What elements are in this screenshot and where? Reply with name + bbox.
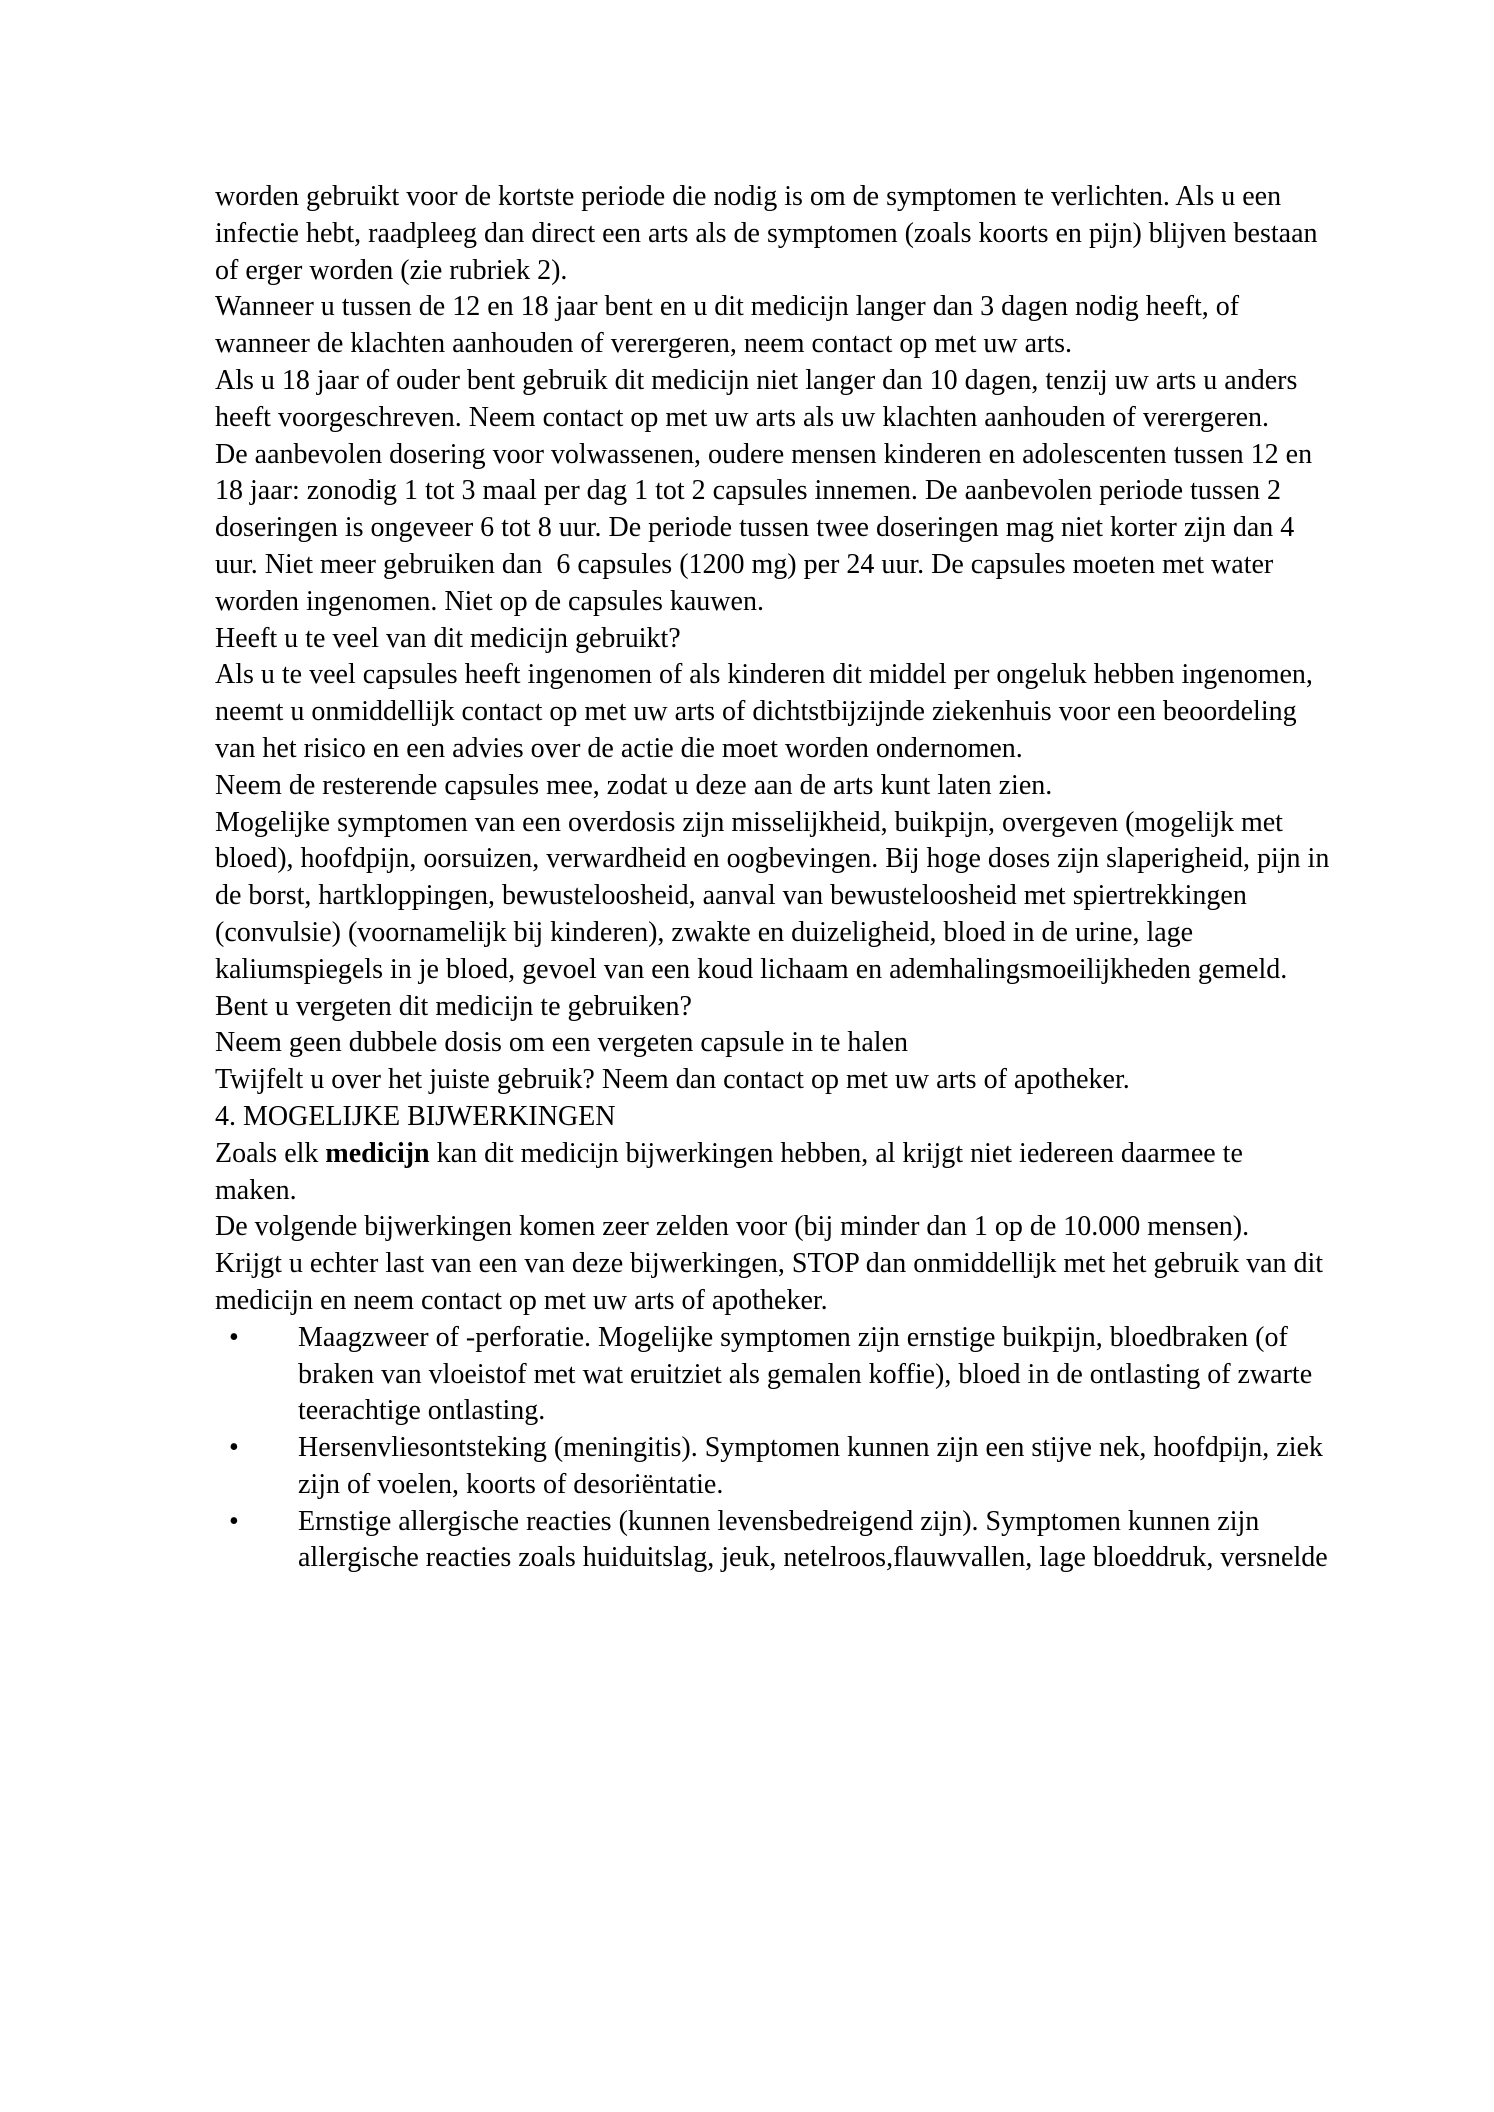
paragraph-overdose-symptoms: Mogelijke symptomen van een overdosis zijn misselijkheid, buikpijn, overgeven (mogelijk met bloed), hoofdpijn, oorsuizen, verwardheid en oogbevingen. Bij hoge doses zijn slaperigheid, pijn in de borst, hartkloppingen, bewusteloosheid, aanval van bewusteloosheid met spiertrekkingen (convulsie) (voornamelijk bij kinderen), zwakte en duizeligheid, bloed in de urine, lage kaliumspiegels in je bloed, gevoel van een koud lichaam en ademhalingsmoeilijkheden gemeld.: [215, 806, 1330, 985]
side-effects-intro-pre: Zoals elk: [215, 1137, 326, 1169]
paragraph-doubt-contact: Twijfelt u over het juiste gebruik? Neem dan contact op met uw arts of apotheker.: [215, 1064, 1130, 1096]
heading-overdose: Heeft u te veel van dit medicijn gebruikt?: [215, 622, 681, 654]
heading-forgotten-dose: Bent u vergeten dit medicijn te gebruiken?: [215, 990, 692, 1022]
paragraph-age-12-18: Wanneer u tussen de 12 en 18 jaar bent en u dit medicijn langer dan 3 dagen nodig heeft, of wanneer de klachten aanhouden of verergeren, neem contact op met uw arts.: [215, 291, 1240, 360]
paragraph-overdose-advice: Als u te veel capsules heeft ingenomen of als kinderen dit middel per ongeluk hebben ingenomen, neemt u onmiddellijk contact op met uw arts of dichtstbijzijnde ziekenhuis voor een beoordeling van het risico en een advies over de actie die moet worden ondernomen.: [215, 659, 1313, 764]
list-item-allergic-reactions: • Ernstige allergische reacties (kunnen levensbedreigend zijn). Symptomen kunnen zijn allergische reacties zoals huiduitslag, jeuk, netelroos,flauwvallen, lage bloeddruk, versnelde: [215, 1504, 1330, 1578]
paragraph-no-double-dose: Neem geen dubbele dosis om een vergeten capsule in te halen: [215, 1027, 909, 1059]
side-effects-list: [215, 1320, 1330, 1578]
paragraph-side-effects-intro: [215, 1136, 1330, 1210]
side-effects-intro-bold-word: medicijn: [325, 1137, 430, 1169]
paragraph-bring-capsules: Neem de resterende capsules mee, zodat u deze aan de arts kunt laten zien.: [215, 769, 1053, 801]
paragraph-dosage: De aanbevolen dosering voor volwassenen, oudere mensen kinderen en adolescenten tussen 12 en 18 jaar: zonodig 1 tot 3 maal per dag 1 tot 2 capsules innemen. De aanbevolen periode tussen 2 doseringen is ongeveer 6 tot 8 uur. De periode tussen twee doseringen mag niet korter zijn dan 4 uur. Niet meer gebruiken dan 6 capsules (1200 mg) per 24 uur. De capsules moeten met water worden ingenomen. Niet op de capsules kauwen.: [215, 438, 1313, 617]
list-item-meningitis: • Hersenvliesontsteking (meningitis). Symptomen kunnen zijn een stijve nek, hoofdpijn, ziek zijn of voelen, koorts of desoriëntatie.: [215, 1430, 1330, 1504]
paragraph-usage-duration: worden gebruikt voor de kortste periode die nodig is om de symptomen te verlichten. Als u een infectie hebt, raadpleeg dan direct een arts als de symptomen (zoals koorts en pijn) blijven bestaan of erger worden (zie rubriek 2).: [215, 181, 1318, 286]
heading-section-4-side-effects: 4. MOGELIJKE BIJWERKINGEN: [215, 1100, 616, 1132]
paragraph-stop-advice: Krijgt u echter last van een van deze bijwerkingen, STOP dan onmiddellijk met het gebruik van dit medicijn en neem contact op met uw arts of apotheker.: [215, 1248, 1324, 1316]
side-effects-intro-post: kan dit medicijn bijwerkingen hebben, al krijgt niet iedereen daarmee te maken.: [215, 1137, 1243, 1206]
paragraph-rare-frequency: De volgende bijwerkingen komen zeer zelden voor (bij minder dan 1 op de 10.000 mensen).: [215, 1211, 1250, 1243]
paragraph-age-18-plus: Als u 18 jaar of ouder bent gebruik dit medicijn niet langer dan 10 dagen, tenzij uw arts u anders heeft voorgeschreven. Neem contact op met uw arts als uw klachten aanhouden of verergeren.: [215, 364, 1298, 433]
list-item-stomach-ulcer: • Maagzweer of -perforatie. Mogelijke symptomen zijn ernstige buikpijn, bloedbraken (of braken van vloeistof met wat eruitziet als gemalen koffie), bloed in de ontlasting of zwarte teerachtige ontlasting.: [215, 1320, 1330, 1430]
